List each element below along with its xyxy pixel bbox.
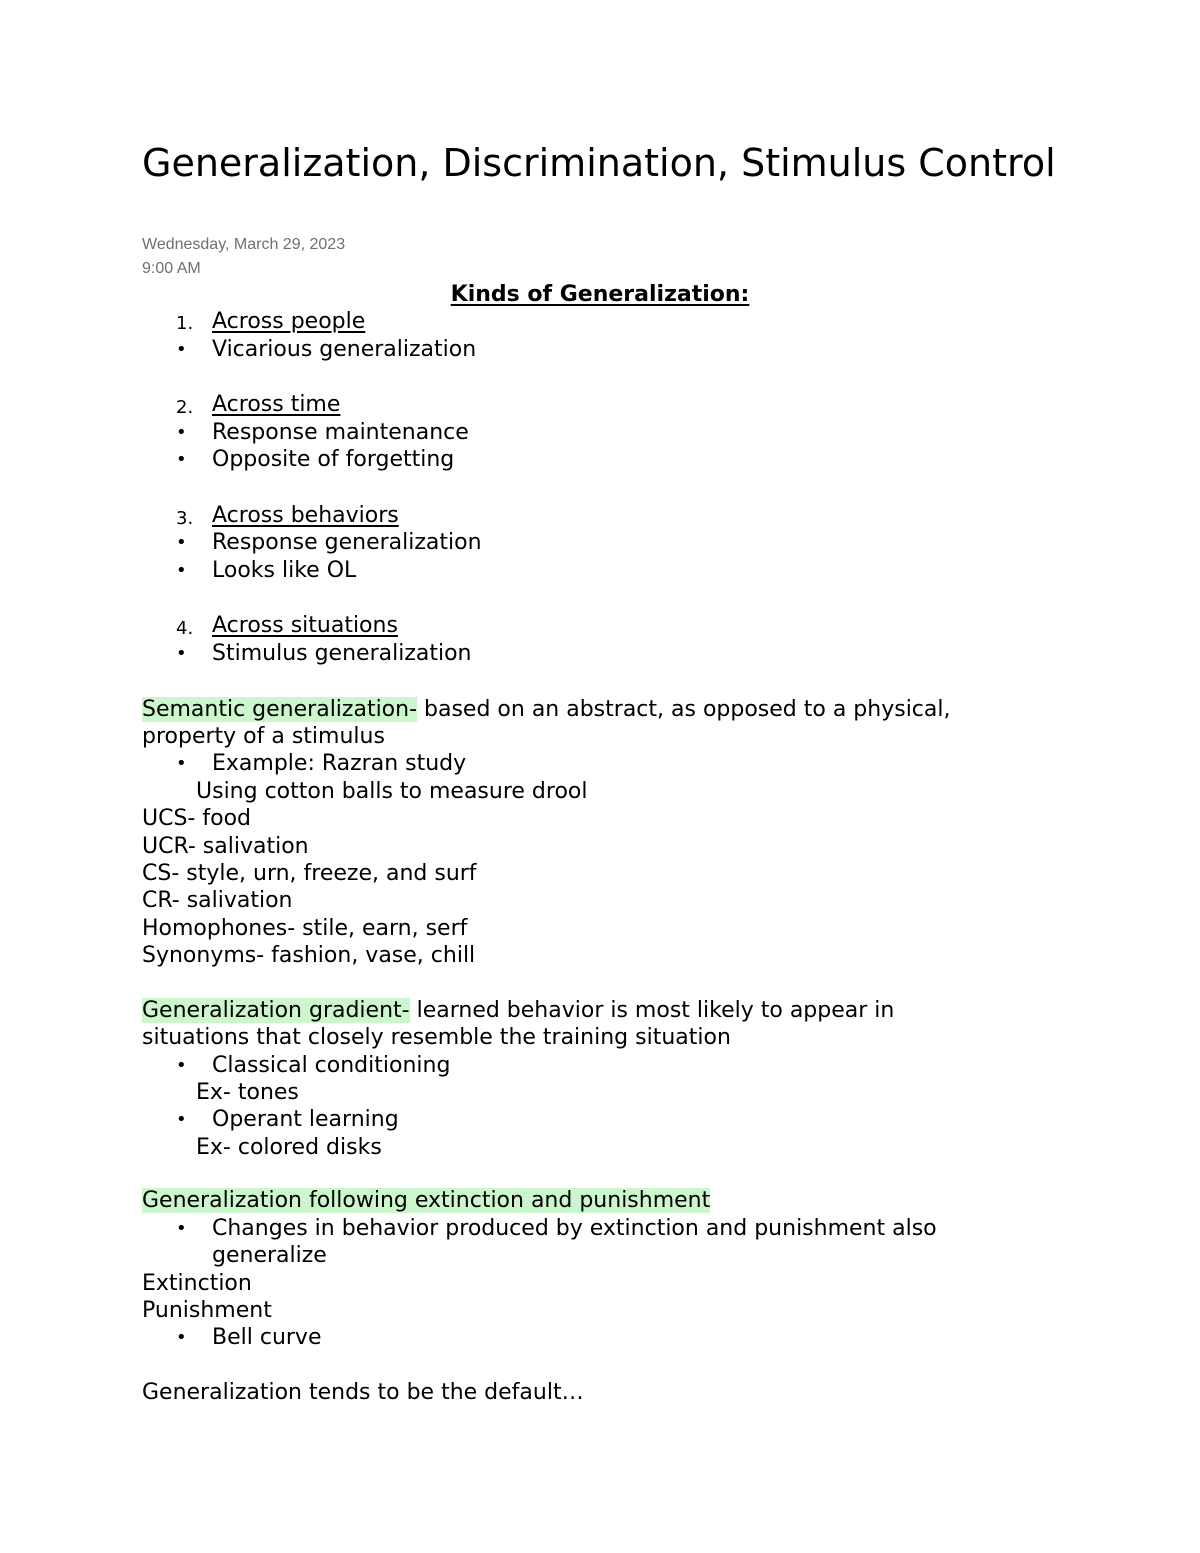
list-number: 4. bbox=[176, 618, 194, 639]
bullet-icon: • bbox=[176, 532, 187, 553]
semantic-definition: based on an abstract, as opposed to a physical, bbox=[417, 697, 951, 722]
gradient-definition: learned behavior is most likely to appear in bbox=[409, 998, 895, 1023]
page-date: Wednesday, March 29, 2023 bbox=[142, 236, 346, 253]
semantic-line: Homophones- stile, earn, serf bbox=[142, 916, 468, 941]
list-item-label: Across time bbox=[212, 392, 341, 417]
bell-curve-bullet: Bell curve bbox=[212, 1325, 322, 1350]
extinction-bullet-cont: generalize bbox=[212, 1243, 327, 1268]
list-number: 2. bbox=[176, 397, 194, 418]
bullet-icon: • bbox=[176, 1327, 187, 1348]
semantic-line: CR- salivation bbox=[142, 888, 293, 913]
semantic-line: UCS- food bbox=[142, 806, 251, 831]
bullet-icon: • bbox=[176, 449, 187, 470]
list-item-label: Across situations bbox=[212, 613, 398, 638]
list-bullet-text: Looks like OL bbox=[212, 558, 357, 583]
list-number: 3. bbox=[176, 508, 194, 529]
extinction-heading-line bbox=[142, 1187, 710, 1215]
list-bullet-text: Opposite of forgetting bbox=[212, 447, 455, 472]
kinds-heading: Kinds of Generalization: bbox=[450, 282, 750, 307]
list-item-label: Across people bbox=[212, 309, 366, 334]
gradient-term-highlight: Generalization gradient- bbox=[142, 998, 410, 1023]
closing-line: Generalization tends to be the default… bbox=[142, 1380, 584, 1405]
gradient-definition-line bbox=[142, 997, 894, 1025]
extinction-bullet: Changes in behavior produced by extinction and punishment also bbox=[212, 1216, 937, 1241]
semantic-line: CS- style, urn, freeze, and surf bbox=[142, 861, 477, 886]
bullet-icon: • bbox=[176, 1218, 187, 1239]
bullet-icon: • bbox=[176, 1055, 187, 1076]
bullet-icon: • bbox=[176, 643, 187, 664]
page-title: Generalization, Discrimination, Stimulus Control bbox=[142, 141, 1056, 185]
list-item-label: Across behaviors bbox=[212, 503, 399, 528]
semantic-line: UCR- salivation bbox=[142, 834, 309, 859]
page-time: 9:00 AM bbox=[142, 260, 201, 277]
list-bullet-text: Stimulus generalization bbox=[212, 641, 472, 666]
gradient-definition-cont: situations that closely resemble the training situation bbox=[142, 1025, 731, 1050]
list-bullet-text: Response maintenance bbox=[212, 420, 469, 445]
list-bullet-text: Vicarious generalization bbox=[212, 337, 477, 362]
bullet-icon: • bbox=[176, 422, 187, 443]
semantic-term-highlight: Semantic generalization- bbox=[142, 697, 418, 722]
list-number: 1. bbox=[176, 313, 194, 334]
gradient-example: Ex- colored disks bbox=[196, 1135, 382, 1160]
semantic-definition-cont: property of a stimulus bbox=[142, 724, 385, 749]
punishment-line: Punishment bbox=[142, 1298, 272, 1323]
gradient-example: Ex- tones bbox=[196, 1080, 299, 1105]
bullet-icon: • bbox=[176, 753, 187, 774]
semantic-definition-line bbox=[142, 696, 951, 724]
gradient-bullet: Operant learning bbox=[212, 1107, 399, 1132]
bullet-icon: • bbox=[176, 339, 187, 360]
extinction-line: Extinction bbox=[142, 1271, 252, 1296]
list-bullet-text: Response generalization bbox=[212, 530, 482, 555]
semantic-line: Synonyms- fashion, vase, chill bbox=[142, 943, 476, 968]
bullet-icon: • bbox=[176, 1109, 187, 1130]
extinction-term-highlight: Generalization following extinction and punishment bbox=[142, 1188, 711, 1213]
semantic-example: Example: Razran study bbox=[212, 751, 467, 776]
semantic-example-detail: Using cotton balls to measure drool bbox=[196, 779, 588, 804]
bullet-icon: • bbox=[176, 560, 187, 581]
gradient-bullet: Classical conditioning bbox=[212, 1053, 451, 1078]
